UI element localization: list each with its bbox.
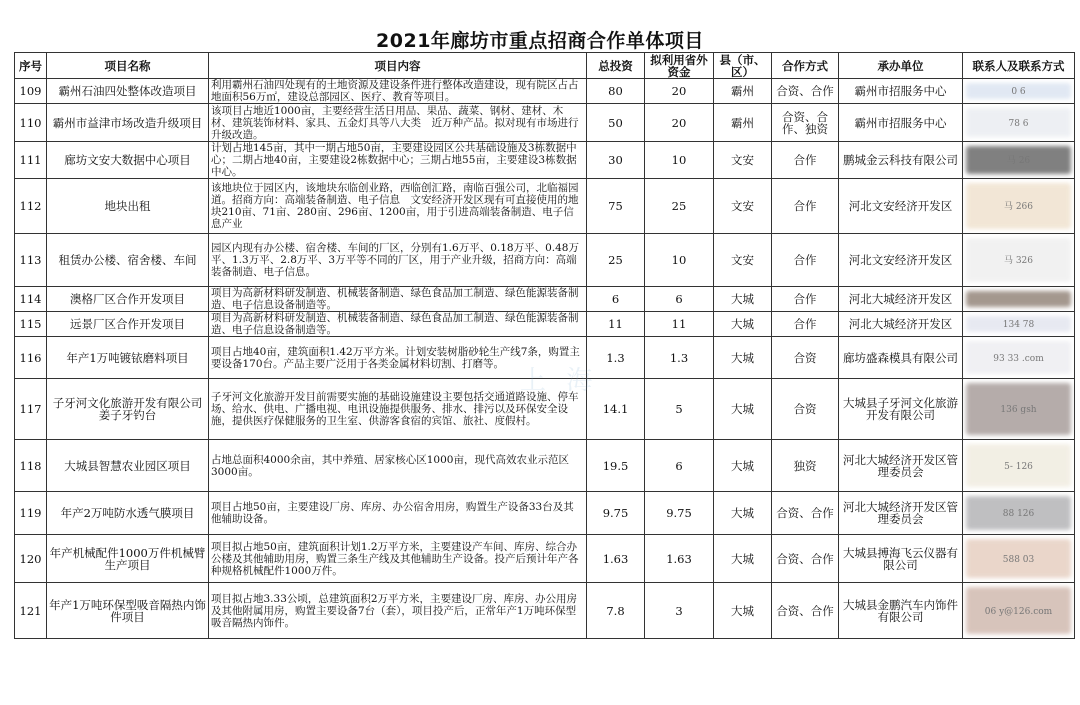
cell-county: 霸州 — [714, 79, 772, 104]
cell-method: 合资、合作 — [772, 492, 839, 535]
cell-no: 121 — [15, 583, 47, 639]
cell-content: 该项目占地近1000亩，主要经营生活日用品、果品、蔬菜、钢材、建材、木材、建筑装饰材料、家具、五金灯具等八大类 近万种产品。拟对现有市场进行升级改造。 — [209, 104, 587, 142]
cell-method: 合资 — [772, 379, 839, 440]
cell-no: 116 — [15, 337, 47, 379]
table-row — [15, 142, 1075, 179]
cell-name: 年产机械配件1000万件机械臂生产项目 — [47, 535, 209, 583]
cell-no: 111 — [15, 142, 47, 179]
cell-method: 合作 — [772, 142, 839, 179]
cell-content: 计划占地145亩，其中一期占地50亩，主要建设园区公共基础设施及3栋数据中心；二期占地40亩，主要建设2栋数据中心；三期占地55亩，主要建设3栋数据中心。 — [209, 142, 587, 179]
cell-contact — [963, 337, 1075, 379]
header-name: 项目名称 — [47, 53, 209, 79]
cell-total: 1.3 — [587, 337, 645, 379]
cell-content: 占地总面积4000余亩，其中养殖、居家核心区1000亩，现代高效农业示范区3000亩。 — [209, 440, 587, 492]
contact-text: 0 6 — [1011, 87, 1026, 97]
cell-total: 11 — [587, 312, 645, 337]
cell-county: 大城 — [714, 440, 772, 492]
contact-text: 134 78 — [1002, 320, 1035, 330]
cell-no: 118 — [15, 440, 47, 492]
header-contact: 联系人及联系方式 — [963, 53, 1075, 79]
cell-unit: 鹏城金云科技有限公司 — [839, 142, 963, 179]
cell-name: 年产1万吨镀铱磨料项目 — [47, 337, 209, 379]
cell-unit: 河北大城经济开发区管理委员会 — [839, 440, 963, 492]
cell-total: 25 — [587, 234, 645, 287]
cell-method: 合资 — [772, 337, 839, 379]
cell-content: 项目为高新材料研发制造、机械装备制造、绿色食品加工制造、绿色能源装备制造、电子信息设备制造等。 — [209, 287, 587, 312]
cell-method: 合资、合作 — [772, 583, 839, 639]
table-row — [15, 312, 1075, 337]
contact-text: 5- 126 — [1004, 461, 1033, 472]
cell-county: 文安 — [714, 179, 772, 234]
cell-no: 112 — [15, 179, 47, 234]
cell-total: 80 — [587, 79, 645, 104]
cell-contact — [963, 287, 1075, 312]
header-row — [15, 53, 1075, 79]
cell-method: 合作 — [772, 234, 839, 287]
cell-total: 19.5 — [587, 440, 645, 492]
cell-foreign: 10 — [645, 142, 714, 179]
cell-total: 75 — [587, 179, 645, 234]
contact-text: 马 26 — [1006, 156, 1031, 166]
cell-content: 项目为高新材料研发制造、机械装备制造、绿色食品加工制造、绿色能源装备制造、电子信息设备制造等。 — [209, 312, 587, 337]
cell-foreign: 1.3 — [645, 337, 714, 379]
cell-unit: 河北大城经济开发区 — [839, 287, 963, 312]
cell-name: 澳格厂区合作开发项目 — [47, 287, 209, 312]
cell-foreign: 6 — [645, 287, 714, 312]
cell-unit: 廊坊盛森模具有限公司 — [839, 337, 963, 379]
cell-no: 114 — [15, 287, 47, 312]
cell-county: 文安 — [714, 234, 772, 287]
cell-no: 115 — [15, 312, 47, 337]
cell-county: 大城 — [714, 337, 772, 379]
cell-name: 租赁办公楼、宿舍楼、车间 — [47, 234, 209, 287]
cell-content: 该地块位于园区内，该地块东临创业路，西临创汇路，南临百强公司，北临福园道。招商方向：高端装备制造、电子信息 文安经济开发区现有可直接使用的地块210亩、71亩、280亩、296亩、1200亩，用于引进高端装备制造、电子信息产业 — [209, 179, 587, 234]
contact-text: 78 6 — [1008, 118, 1029, 129]
table-row — [15, 179, 1075, 234]
table-row — [15, 583, 1075, 639]
cell-unit: 河北文安经济开发区 — [839, 234, 963, 287]
table-row — [15, 379, 1075, 440]
cell-contact — [963, 179, 1075, 234]
cell-foreign: 9.75 — [645, 492, 714, 535]
cell-unit: 大城县金鹏汽车内饰件有限公司 — [839, 583, 963, 639]
cell-county: 大城 — [714, 492, 772, 535]
cell-foreign: 10 — [645, 234, 714, 287]
table-row — [15, 440, 1075, 492]
watermark: 上 海 — [520, 366, 599, 396]
cell-name: 霸州市益津市场改造升级项目 — [47, 104, 209, 142]
header-no: 序号 — [15, 53, 47, 79]
cell-county: 大城 — [714, 583, 772, 639]
cell-no: 120 — [15, 535, 47, 583]
cell-unit: 霸州市招服务中心 — [839, 79, 963, 104]
cell-unit: 河北大城经济开发区 — [839, 312, 963, 337]
cell-total: 7.8 — [587, 583, 645, 639]
cell-county: 大城 — [714, 287, 772, 312]
cell-name: 地块出租 — [47, 179, 209, 234]
cell-contact — [963, 535, 1075, 583]
table-row — [15, 337, 1075, 379]
table-row — [15, 104, 1075, 142]
cell-no: 117 — [15, 379, 47, 440]
cell-county: 霸州 — [714, 104, 772, 142]
cell-content: 园区内现有办公楼、宿舍楼、车间的厂区，分别有1.6万平、0.18万平、0.48万平、1.3万平、2.8万平、3万平等不同的厂区，用于产业升级，招商方向：高端装备制造、电子信息。 — [209, 234, 587, 287]
cell-county: 大城 — [714, 535, 772, 583]
table-row — [15, 234, 1075, 287]
header-method: 合作方式 — [772, 53, 839, 79]
table-row — [15, 79, 1075, 104]
header-total: 总投资 — [587, 53, 645, 79]
cell-contact — [963, 234, 1075, 287]
cell-contact — [963, 379, 1075, 440]
contact-text: 马 326 — [1003, 256, 1034, 266]
cell-name: 廊坊文安大数据中心项目 — [47, 142, 209, 179]
header-foreign: 拟利用省外资金 — [645, 53, 714, 79]
cell-name: 年产1万吨环保型吸音隔热内饰件项目 — [47, 583, 209, 639]
cell-contact — [963, 104, 1075, 142]
cell-contact — [963, 492, 1075, 535]
document-title: 2021年廊坊市重点招商合作单体项目 — [376, 30, 704, 52]
cell-foreign: 3 — [645, 583, 714, 639]
cell-contact — [963, 583, 1075, 639]
cell-contact — [963, 312, 1075, 337]
cell-method: 合资、合作 — [772, 79, 839, 104]
cell-total: 9.75 — [587, 492, 645, 535]
cell-content: 子牙河文化旅游开发目前需要实施的基础设施建设主要包括交通道路设施、停车场、给水、供电、广播电视、电讯设施提供服务、排水、排污以及环保安全设施，提供医疗保健服务的卫生室、供游客食宿的宾馆、旅社、度假村。 — [209, 379, 587, 440]
cell-content: 项目拟占地50亩，建筑面积计划1.2万平方米，主要建设产车间、库房、综合办公楼及其他辅助用房，购置三条生产线及其他辅助生产设备。投产后预计年产各种规格机械配件1000万件。 — [209, 535, 587, 583]
cell-total: 1.63 — [587, 535, 645, 583]
project-table — [14, 52, 1075, 639]
cell-method: 独资 — [772, 440, 839, 492]
cell-unit: 河北文安经济开发区 — [839, 179, 963, 234]
cell-no: 109 — [15, 79, 47, 104]
cell-name: 年产2万吨防水透气膜项目 — [47, 492, 209, 535]
table-row — [15, 287, 1075, 312]
contact-text: 93 33 .com — [993, 353, 1044, 364]
table-body — [15, 79, 1075, 639]
cell-foreign: 25 — [645, 179, 714, 234]
cell-unit: 大城县子牙河文化旅游开发有限公司 — [839, 379, 963, 440]
cell-content: 利用霸州石油四处现有的土地资源及建设条件进行整体改造建设，现有院区占占地面积56万㎡，建设总部园区、医疗、教育等项目。 — [209, 79, 587, 104]
cell-county: 大城 — [714, 379, 772, 440]
contact-text: 88 126 — [1002, 509, 1035, 519]
contact-text: 136 gsh — [1000, 405, 1037, 415]
cell-foreign: 11 — [645, 312, 714, 337]
cell-content: 项目占地50亩，主要建设厂房、库房、办公宿舍用房，购置生产设备33台及其他辅助设备。 — [209, 492, 587, 535]
cell-name: 大城县智慧农业园区项目 — [47, 440, 209, 492]
cell-content: 项目拟占地3.33公顷，总建筑面积2万平方米，主要建设厂房、库房、办公用房及其他附属用房，购置主要设备7台（套），项目投产后，正常年产1万吨环保型吸音隔热内饰件。 — [209, 583, 587, 639]
cell-method: 合资、合作、独资 — [772, 104, 839, 142]
cell-contact — [963, 440, 1075, 492]
cell-total: 14.1 — [587, 379, 645, 440]
cell-foreign: 20 — [645, 79, 714, 104]
contact-text: 588 03 — [1002, 554, 1035, 565]
contact-text: 马 266 — [1003, 202, 1034, 212]
cell-name: 霸州石油四处整体改造项目 — [47, 79, 209, 104]
cell-method: 合作 — [772, 287, 839, 312]
cell-no: 119 — [15, 492, 47, 535]
redacted-contact-blur — [966, 291, 1071, 307]
header-county: 县（市、区） — [714, 53, 772, 79]
cell-foreign: 1.63 — [645, 535, 714, 583]
cell-method: 合作 — [772, 179, 839, 234]
cell-contact — [963, 142, 1075, 179]
cell-name: 远景厂区合作开发项目 — [47, 312, 209, 337]
cell-foreign: 5 — [645, 379, 714, 440]
cell-name: 子牙河文化旅游开发有限公司姜子牙钓台 — [47, 379, 209, 440]
cell-unit: 霸州市招服务中心 — [839, 104, 963, 142]
cell-no: 110 — [15, 104, 47, 142]
header-unit: 承办单位 — [839, 53, 963, 79]
cell-unit: 河北大城经济开发区管理委员会 — [839, 492, 963, 535]
cell-total: 30 — [587, 142, 645, 179]
table-row — [15, 492, 1075, 535]
cell-foreign: 20 — [645, 104, 714, 142]
cell-total: 50 — [587, 104, 645, 142]
cell-no: 113 — [15, 234, 47, 287]
cell-method: 合作 — [772, 312, 839, 337]
cell-county: 大城 — [714, 312, 772, 337]
cell-contact — [963, 79, 1075, 104]
cell-foreign: 6 — [645, 440, 714, 492]
cell-total: 6 — [587, 287, 645, 312]
cell-content: 项目占地40亩，建筑面积1.42万平方米。计划安装树脂砂轮生产线7条，购置主要设备170台。产品主要广泛用于各类金属材料切割、打磨等。 — [209, 337, 587, 379]
cell-unit: 大城县搏海飞云仪器有限公司 — [839, 535, 963, 583]
header-content: 项目内容 — [209, 53, 587, 79]
contact-text: 06 y@126.com — [984, 606, 1053, 617]
table-row — [15, 535, 1075, 583]
cell-method: 合资、合作 — [772, 535, 839, 583]
cell-county: 文安 — [714, 142, 772, 179]
